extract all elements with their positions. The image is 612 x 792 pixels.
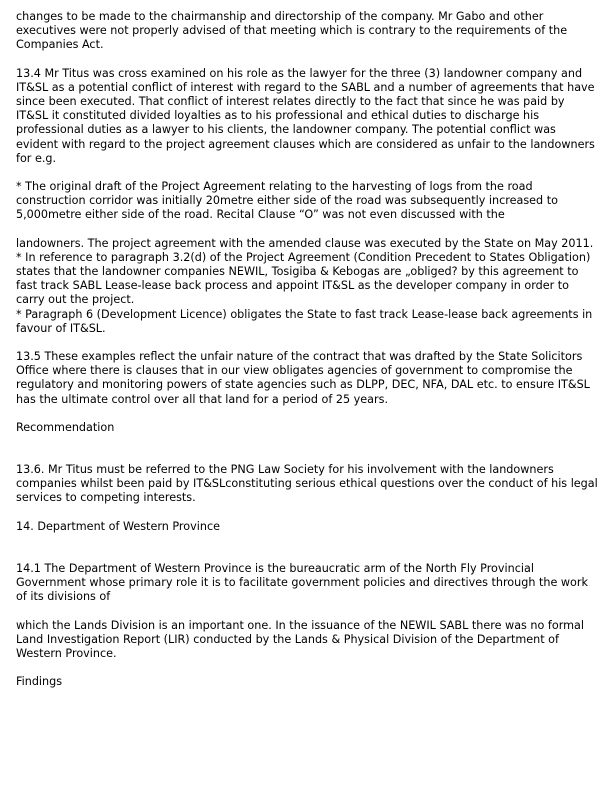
paragraph-landowners-continuation: landowners. The project agreement with the amended clause was executed by the State on May 2011. <box>16 236 594 250</box>
paragraph-13-5: 13.5 These examples reflect the unfair nature of the contract that was drafted by the State Solicitors Office where there is clauses that in our view obligates agencies of government to compromise the regulatory and monitoring powers of state agencies such as DLPP, DEC, NFA, DAL etc. to ensure IT&SL has the ultimate control over all that land for a period of 25 years. <box>16 350 590 406</box>
paragraph-14-1: 14.1 The Department of Western Province is the bureaucratic arm of the North Fly Provincial Government whose primary role it is to facilitate government policies and directives through the work of its divisions of <box>16 561 588 604</box>
paragraph-13-4: 13.4 Mr Titus was cross examined on his role as the lawyer for the three (3) landowner company and IT&SL as a potential conflict of interest with regard to the SABL and a number of agreements that have since been executed. That conflict of interest relates directly to the fact that since he was paid by IT&SL it constituted divided loyalties as to his professional and ethical duties to discharge his professional duties as a lawyer to his clients, the landowner company. The potential conflict was evident with regard to the project agreement clauses which are considered as unfair to the landowners for e.g. <box>16 66 595 165</box>
bullet-paragraph-6: * Paragraph 6 (Development Licence) obligates the State to fast track Lease-lease back agreements in favour of IT&SL. <box>16 307 593 335</box>
paragraph-13-6: 13.6. Mr Titus must be referred to the PNG Law Society for his involvement with the landowners companies whilst been paid by IT&SLconstituting serious ethical questions over the conduct of his legal services to competing interests. <box>16 463 598 505</box>
heading-findings: Findings <box>16 675 63 689</box>
document-page <box>16 10 598 689</box>
bullet-paragraph-3-2d: * In reference to paragraph 3.2(d) of the Project Agreement (Condition Precedent to States Obligation) states that the landowner companies NEWIL, Tosigiba & Kebogas are „obliged? by this agreement to fast track SABL Lease-lease back process and appoint IT&SL as the developer company in order to carry out the project. <box>16 250 591 307</box>
heading-department-western-province: 14. Department of Western Province <box>16 519 220 533</box>
bullet-original-draft: * The original draft of the Project Agreement relating to the harvesting of logs from the road construction corridor was initially 20metre either side of the road was subsequently increased to 5,000metre either side of the road. Recital Clause “O” was not even discussed with the <box>16 180 558 222</box>
paragraph-companies-act: changes to be made to the chairmanship and directorship of the company. Mr Gabo and other executives were not properly advised of that meeting which is contrary to the requirements of the Companies Act. <box>16 10 568 52</box>
paragraph-lands-division: which the Lands Division is an important one. In the issuance of the NEWIL SABL there was no formal Land Investigation Report (LIR) conducted by the Lands & Physical Division of the Department of Western Province. <box>16 618 584 660</box>
heading-recommendation: Recommendation <box>16 420 115 434</box>
